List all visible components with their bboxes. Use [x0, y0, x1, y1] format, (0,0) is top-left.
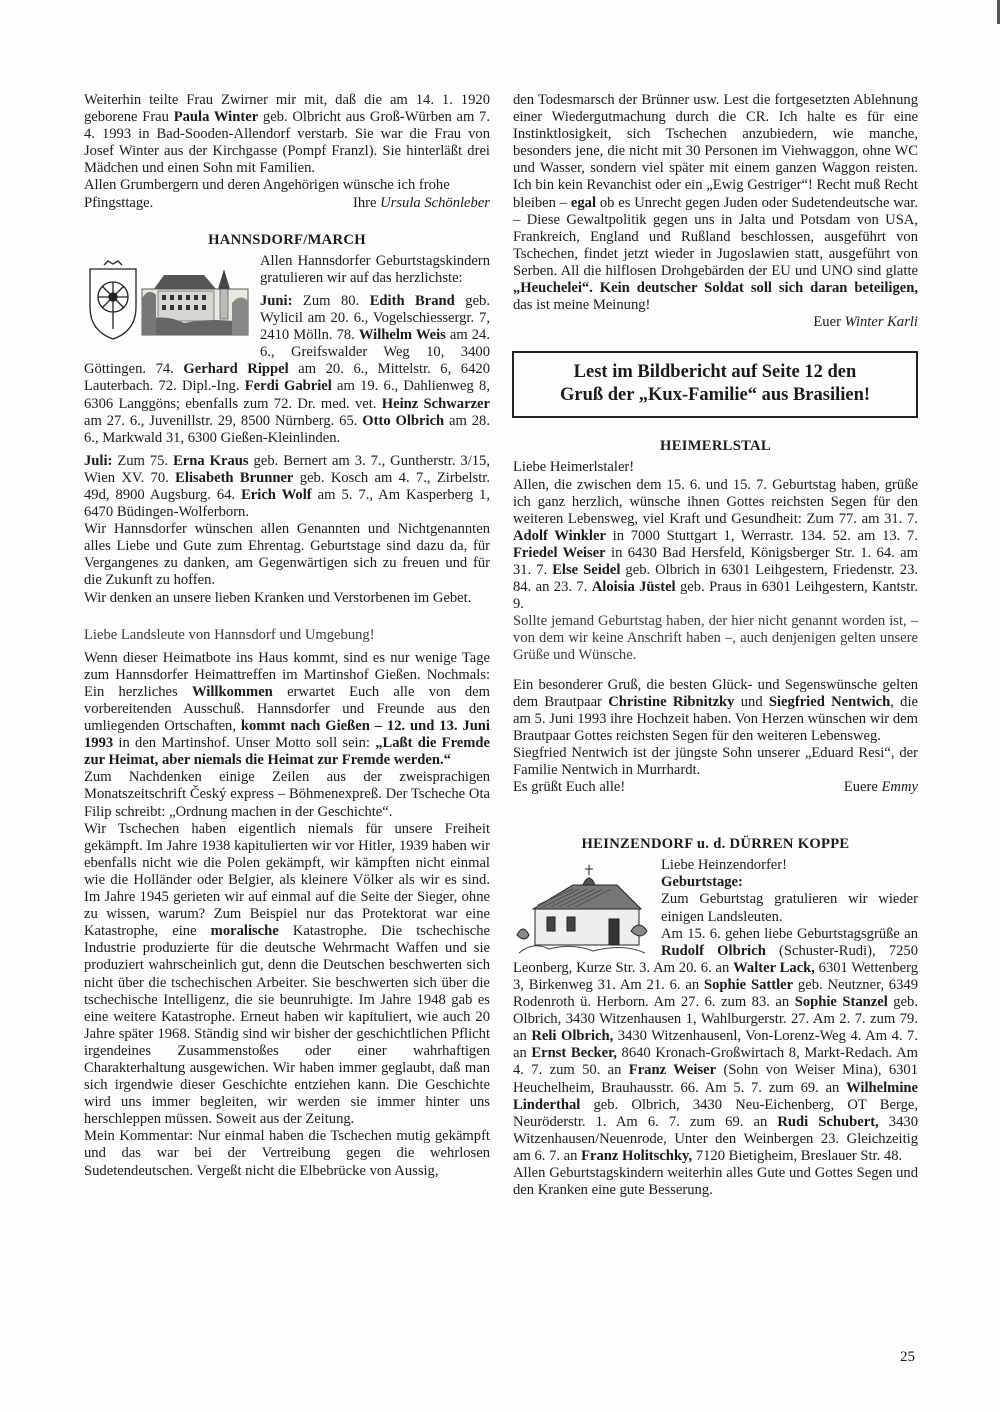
hannsdorf-june-birthdays: Juni: Zum 80. Edith Brand geb. Wylicil am 20. 6., Vogelschiessergr. 7, 2410 Mölln. 78. Wilhelm Weis am 24. 6., Greifswalder Weg 10, 3400 Göttingen. 74. Gerhard Rippel am 20. 6., Mittelstr. 6, 6420 Lauterbach. 72. Dipl.-Ing. Ferdi Gabriel am 19. 6., Dahlienweg 8, 6306 Langgöns; ebenfalls zum 72. Dr. med. vet. Heinz Schwarzer am 27. 6., Juvenillstr. 29, 8500 Nürnberg. 65. Otto Olbrich am 28. 6., Markwald 31, 6300 Gießen-Kleinlinden.	[84, 292, 490, 446]
wedding-greeting: Ein besonderer Gruß, die besten Glück- und Segenswünsche gelten dem Brautpaar Christine Ribnitzky und Siegfried Nentwich, die am 5. Juni 1993 ihre Hochzeit haben. Von Herzen wünschen wir dem Brautpaar Gottes reichsten Segen für den weiteren Lebensweg.	[513, 676, 919, 744]
landsleute-invitation: Wenn dieser Heimatbote ins Haus kommt, sind es nur wenige Tage zum Hannsdorfer Heimattreffen im Martinshof Gießen. Nochmals: Ein herzliches Willkommen erwartet Euch alle von dem vorbereitenden Ausschuß. Hannsdorfer und Freunde aus den umliegenden Ortschaften, kommt nach Gießen – 12. und 13. Juni 1993 in den Martinshof. Unser Motto soll sein: „Laßt die Fremde zur Heimat, aber niemals die Heimat zur Fremde werden.“	[84, 649, 491, 769]
left-column	[84, 92, 490, 1180]
schoenleber-signature: Pfingsttage. Ihre Ursula Schönleber	[84, 194, 490, 211]
hannsdorf-crest-and-castle-illustration	[84, 259, 250, 343]
winter-karli-signature: Euer Winter Karli	[813, 314, 918, 331]
heimerlstal-birthdays: Allen, die zwischen dem 15. 6. und 15. 7. Geburtstag haben, grüße ich ganz herzlich, wünsche ihnen Gottes reichsten Segen für den weiteren Lebensweg, viel Kraft und Gesundheit: Zum 77. am 31. 7. Adolf Winkler in 7000 Stuttgart 1, Werrastr. 134. 52. am 13. 7. Friedel Weiser in 6430 Bad Hersfeld, Königsberger Str. 1. 64. am 31. 7. Else Seidel geb. Olbrich in 6301 Leihgestern, Friedenstr. 23. 84. an 23. 7. Aloisia Jüstel geb. Praus in 6301 Leihgestern, Kantstr. 9.	[513, 476, 919, 613]
castle-illustration	[142, 269, 248, 335]
comment-continuation: den Todesmarsch der Brünner usw. Lest die fortgesetzten Ablehnung einer Wiedergutmachung durch die CR. Ich halte es für eine Instinktlosigkeit, sich Tschechen anzubiedern, wie manche, besonders jene, die nicht mit 30 Personen im Viehwaggon, ohne WC und Wasser, sondern viel später mit einem ganzen Waggon reisten. Ich bin kein Revanchist oder ein „Ewig Gestriger“! Recht muß Recht bleiben – egal ob es Unrecht gegen Juden oder Sudetendeutsche war. – Diese Gewaltpolitik gegen uns in Jalta und Potsdam von USA, Frankreich, England und Rußland beschlossen, ausgeführt von Tschechen, findet jetzt wieder in Jugoslawien statt, ausgeführt von Serben. All die hilflosen Drohgebärden der EU und UNO sind glatte „Heuchelei“. Kein deutscher Soldat soll sich daran beteiligen, das ist meine Meinung!	[513, 92, 918, 314]
heinzendorf-salutation: Liebe Heinzendorfer!	[661, 857, 787, 874]
comment-paragraph: Mein Kommentar: Nur einmal haben die Tschechen mutig gekämpft und das war bei der Vertreibung gegen die wehrlosen Sudetendeutschen. Vergeßt nicht die Elbebrücke von Aussig,	[84, 1128, 490, 1179]
heimerlstal-title: HEIMERLSTAL	[660, 438, 771, 455]
church-illustration	[513, 863, 651, 955]
emmy-signature: Es grüßt Euch alle! Euere Emmy	[513, 779, 918, 796]
landsleute-salutation: Liebe Landsleute von Hannsdorf und Umgebung!	[84, 626, 375, 643]
hannsdorf-remembrance: Wir denken an unsere lieben Kranken und Verstorbenen im Gebet.	[84, 589, 472, 606]
heinzendorf-birthdays: Am 15. 6. gehen liebe Geburtstagsgrüße an Rudolf Olbrich (Schuster-Rudi), 7250 Leonberg, Kurze Str. 3. Am 20. 6. an Walter Lack, 6301 Wettenberg 3, Birkenweg 31. Am 21. 6. an Sophie Sattler geb. Neutzner, 6349 Rodenroth ü. Herborn. Am 27. 6. zum 83. an Sophie Stanzel geb. Olbrich, 3430 Witzenhausen 1, Wahlburgerstr. 27. Am 2. 7. zum 79. an Reli Olbrich, 3430 Witzenhausenl, Von-Lorenz-Weg 4. Am 4. 7. an Ernst Becker, 8640 Kronach-Großwirtach 8, Markt-Redach. Am 4. 7. zum 50. an Franz Weiser (Sohn von Weiser Mina), 6301 Heuchelheim, Brauhausstr. 66. Am 5. 7. zum 69. an Wilhelmine Linderthal geb. Olbrich, 3430 Neu-Eichenberg, OT Berge, Neuröderstr. 1. Am 6. 7. zum 69. an Rudi Schubert, 3430 Witzenhausen/Neuenrode, Unter den Weinbergen 23. Gleichzeitig am 6. 7. an Franz Holitschky, 7120 Bietigheim, Breslauer Str. 48.	[513, 925, 919, 1164]
winter-obituary: Weiterhin teilte Frau Zwirner mir mit, daß die am 14. 1. 1920 geborene Frau Paula Winter geb. Olbricht aus Groß-Würben am 7. 4. 1993 in Bad-Sooden-Allendorf verstarb. Sie war die Frau von Josef Winter aus der Kirchgasse (Pompf Franzl). Sie hinterläßt drei Mädchen und einen Sohn mit Familien.	[84, 92, 490, 177]
landsleute-reflection: Zum Nachdenken einige Zeilen aus der zweisprachigen Monatszeitschrift Český express – Böhmenexpreß. Der Tscheche Ota Filip schreibt: „Ordnung machen in der Geschichte“.	[84, 769, 490, 820]
hannsdorf-wishes: Wir Hannsdorfer wünschen allen Genannten und Nichtgenannten alles Liebe und Gute zum Ehrentag. Geburtstage sind dazu da, für Vergangenes zu danken, am Gegenwärtigen sich zu freuen und für die Zukunft zu hoffen.	[84, 521, 490, 589]
right-column	[513, 92, 918, 1199]
heimerlstal-salutation: Liebe Heimerlstaler!	[513, 459, 635, 476]
page-number: 25	[900, 1349, 915, 1365]
kux-family-banner: Lest im Bildbericht auf Seite 12 den Gruß der „Kux-Familie“ aus Brasilien!	[512, 351, 918, 418]
heinzendorf-intro: Zum Geburtstag gratulieren wir wieder einigen Landsleuten.	[661, 891, 918, 925]
nentwich-note: Siegfried Nentwich ist der jüngste Sohn unserer „Eduard Resi“, der Familie Nentwich in Murrhardt.	[513, 744, 918, 778]
hannsdorf-intro: Allen Hannsdorfer Geburtstagskindern gratulieren wir auf das herzlichste:	[260, 252, 490, 286]
hannsdorf-title: HANNSDORF/MARCH	[208, 231, 366, 248]
heimerlstal-note: Sollte jemand Geburtstag haben, der hier nicht genannt worden ist, – von dem wir keine Anschrift haben –, auch denjenigen gelten unsere Grüße und Wünsche.	[513, 613, 918, 664]
heinzendorf-closing: Allen Geburtstagskindern weiterhin alles Gute und Gottes Segen und den Kranken eine gute Besserung.	[513, 1164, 918, 1199]
hannsdorf-july-birthdays: Juli: Zum 75. Erna Kraus geb. Bernert am 3. 7., Guntherstr. 3/15, Wien XV. 70. Elisabeth Brunner geb. Kosch am 4. 7., Zirbelstr. 49d, 8900 Augsburg. 64. Erich Wolf am 5. 7., Am Kasperberg 1, 6470 Büdingen-Wolferborn.	[84, 452, 490, 521]
ota-filip-quote: Wir Tschechen haben eigentlich niemals für unsere Freiheit gekämpft. Im Jahre 1938 kapitulierten wir vor Hitler, 1939 haben wir ebenfalls nicht wie die Polen gekämpft, wir kämpften nicht einmal wie die Holländer oder Belgier, als kleinere Völker als wir es sind. Im Jahre 1945 gerieten wir auf einmal auf die Seite der Sieger, ohne zu wissen, warum? Zum Beispiel nur das Protektorat war eine Katastrophe, eine moralische Katastrophe. Die tschechische Industrie produzierte für die deutsche Wehrmacht Waffen und sie produziert wahrscheinlich gut, denn die Deutschen beschwerten sich nicht über die tschechischen Arbeiter. Sie beschwerten sich über die tschechische Intelligenz, die sie beunruhigte. Im Jahre 1948 gab es eine weitere Katastrophe. Erneut haben wir kapituliert, wie auch 20 Jahre später 1968. Ständig sind wir bisher der geschichtlichen Pflicht irgendeines Zusammenstoßes oder einer wahrhaftigen Charakterhaltung ausgewichen. Wir haben immer geglaubt, daß man sich irgendwie dieser Geschichte entziehen kann. Die Geschichte wird uns immer begleiten, wir werden sie immer hinter uns herschleppen müssen. Soweit aus der Zeitung.	[84, 820, 491, 1128]
heinzendorf-title: HEINZENDORF u. d. DÜRREN KOPPE	[581, 836, 850, 853]
heinzendorf-subtitle: Geburtstage:	[661, 874, 743, 891]
grumberg-greeting: Allen Grumbergern und deren Angehörigen wünsche ich frohe	[84, 177, 450, 194]
coat-of-arms-icon	[90, 261, 136, 339]
